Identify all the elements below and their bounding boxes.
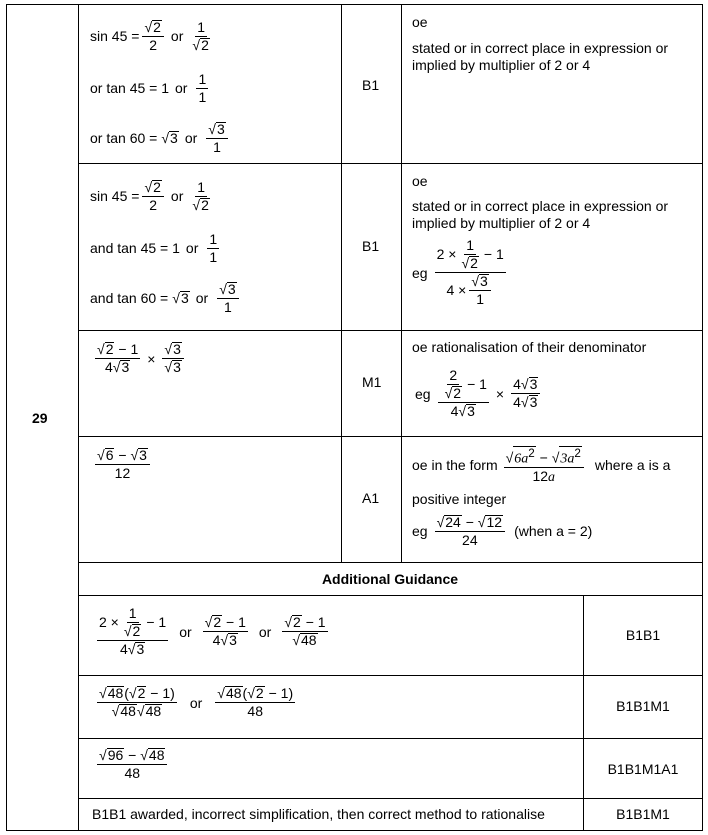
row-divider-8 — [78, 798, 703, 799]
qnum-divider — [78, 4, 79, 831]
row-divider-6 — [78, 675, 703, 676]
or-text: or — [189, 694, 203, 711]
row2-prefix3: and tan 60 = — [90, 290, 169, 306]
row1-mark: B1 — [362, 77, 380, 93]
compound-fraction: 2 × $\frac{1}{√2}$ − 1 4 × $\frac{√3}{1}$ — [436, 237, 504, 307]
row-divider-4 — [78, 562, 703, 563]
fraction: $\frac{√48(√2 - 1)}{√48√48}$ — [99, 685, 175, 719]
border-top — [6, 4, 703, 5]
or-text: or — [185, 240, 199, 256]
row2-prefix1: sin 45 = — [90, 188, 140, 204]
fraction: $\frac{√96 - √48}{48}$ — [97, 748, 167, 781]
fraction: $\frac{4√3}{4√3}$ — [511, 377, 540, 410]
row-divider-7 — [78, 738, 703, 739]
row2-mark: B1 — [362, 238, 380, 254]
row2-comment-2: stated or in correct place in expression or implied by multiplier of 2 or 4 — [412, 198, 669, 231]
compound-fraction: $\frac{2}{√2}$ − 1 4√3 — [438, 368, 489, 419]
sqrt-value: 3 — [170, 130, 178, 146]
row2-comment-oe: oe — [412, 173, 428, 189]
fraction: $\frac{√2 - 1}{√48}$ — [284, 614, 326, 648]
fraction: $\frac{√48(√2 - 1)}{48}$ — [217, 685, 294, 719]
fraction: $\frac{√6a^2 - √3a^2}{12a}$ — [504, 446, 584, 485]
or-text: or — [184, 130, 198, 146]
fraction: $\frac{√2 - 1}{4√3}$ — [97, 341, 139, 375]
row4-comment — [412, 446, 670, 548]
fraction: $\frac{√3}{1}$ — [206, 122, 227, 155]
row2-line2 — [90, 224, 242, 272]
row-divider-1 — [78, 163, 703, 164]
or-text: or — [179, 623, 192, 640]
row1-prefix2: or tan 45 = 1 — [90, 80, 170, 96]
row1-comment-2: stated or in correct place in expression or implied by multiplier of 2 or 4 — [412, 40, 669, 73]
guidance4-mark: B1B1M1 — [616, 806, 670, 822]
row4-when-text: (when a = 2) — [514, 523, 593, 540]
eg-label: eg — [412, 523, 428, 540]
row2-line1 — [90, 174, 242, 218]
row2-line3: and tan 60 = √3 or $\frac{√3}{1}$ — [90, 276, 242, 320]
fraction: $\frac{√2}{2}$ — [142, 20, 163, 53]
row2-example — [412, 238, 509, 307]
or-text: or — [195, 290, 209, 306]
fraction: $\frac{1}{1}$ — [198, 70, 207, 105]
row4-mark: A1 — [362, 490, 380, 506]
guidance1-working — [94, 606, 331, 657]
fraction: $\frac{1}{√2}$ — [192, 18, 209, 53]
row4-where-text: where a is a — [594, 457, 671, 474]
fraction: $\frac{√6 - √3}{12}$ — [95, 448, 150, 481]
row2-prefix2: and tan 45 = 1 — [90, 240, 180, 256]
row3-comment: oe rationalisation of their denominator — [412, 339, 647, 355]
sqrt-value: 3 — [180, 290, 189, 306]
eg-label: eg — [412, 264, 428, 281]
border-left — [6, 4, 7, 831]
row1-comment-oe: oe — [412, 14, 428, 30]
fraction: $\frac{√24 - √12}{24}$ — [435, 515, 505, 548]
fraction: $\frac{√2}{2}$ — [142, 180, 163, 213]
row-divider-5 — [78, 595, 703, 596]
border-bottom — [6, 830, 703, 831]
or-text: or — [170, 28, 184, 44]
row1-prefix3: or tan 60 = — [90, 130, 158, 146]
guidance3-working — [94, 748, 170, 781]
row2-working — [90, 174, 242, 320]
or-text: or — [170, 188, 184, 204]
row3-example: eg $\frac{2}{√2}$ − 1 4√3 × $\frac{4√3}{4√3}$ — [415, 368, 543, 419]
fraction: $\frac{1}{√2}$ — [192, 178, 209, 213]
row-divider-2 — [78, 330, 703, 331]
mark-col-right — [401, 4, 402, 562]
row1-prefix1: sin 45 = — [90, 28, 140, 44]
guidance-title: Additional Guidance — [321, 571, 459, 587]
guidance1-mark: B1B1 — [625, 627, 661, 643]
row-divider-3 — [78, 436, 703, 437]
question-number: 29 — [32, 410, 48, 426]
fraction: $\frac{√2 - 1}{4√3}$ — [204, 614, 246, 648]
guidance2-working — [94, 686, 298, 719]
row3-mark: M1 — [362, 374, 382, 390]
row1-line1 — [90, 14, 231, 58]
fraction: $\frac{√3}{1}$ — [217, 282, 238, 315]
guidance4-text: B1B1 awarded, incorrect simplification, then correct method to rationalise — [92, 806, 545, 822]
eg-label: eg — [415, 385, 431, 402]
fraction: $\frac{1}{1}$ — [209, 230, 218, 265]
row4-form-text: oe in the form — [412, 457, 498, 474]
or-text: or — [258, 623, 272, 640]
row1-line3: or tan 60 = √3 or $\frac{√3}{1}$ — [90, 116, 231, 160]
row1-line2 — [90, 64, 231, 112]
guidance2-mark: B1B1M1 — [616, 698, 670, 714]
fraction: $\frac{√3}{√3}$ — [162, 342, 183, 375]
guidance3-mark: B1B1M1A1 — [607, 761, 679, 777]
row3-working: $\frac{√2 - 1}{4√3}$ × $\frac{√3}{√3}$ — [92, 342, 187, 375]
row4-working — [92, 448, 153, 481]
or-text: or — [175, 80, 188, 96]
compound-fraction: 2 × $\frac{1}{√2}$ − 1 4√3 — [99, 605, 167, 657]
mark-col-left — [341, 4, 342, 562]
row4-positive-integer: positive integer — [412, 490, 507, 507]
row1-working — [90, 14, 231, 160]
border-right — [702, 4, 703, 831]
